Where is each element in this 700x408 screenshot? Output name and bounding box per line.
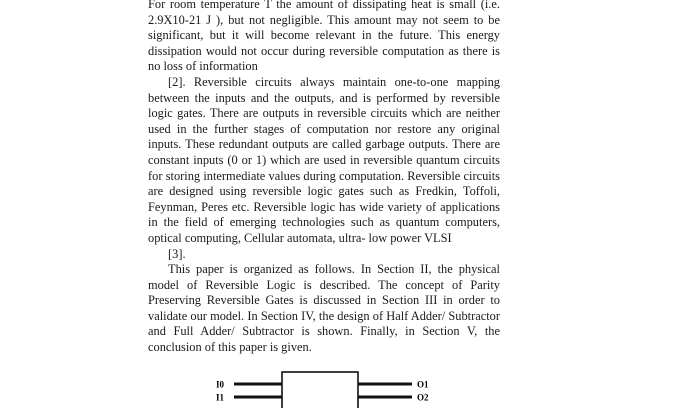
reversible-gate-figure [200, 368, 460, 408]
input-label-1: I1 [216, 392, 225, 403]
reversible-gate-diagram [200, 368, 460, 408]
output-label-1: O2 [417, 392, 429, 403]
paragraph-paper-organization: This paper is organized as follows. In Section II, the physical model of Reversible Logic is described. The concept of Parity Preserving Reversible Gates is discussed in Section III in order to validate our model. In Section IV, the design of Half Adder/ Subtractor and Full Adder/ Subtractor is shown. Finally, in Section V, the conclusion of this paper is given. [148, 262, 500, 355]
body-text-column [148, 0, 500, 356]
paragraph-reference-3: [3]. [168, 246, 186, 261]
gate-block [282, 372, 358, 408]
output-label-0: O1 [417, 379, 429, 390]
paragraph-heat-dissipation: For room temperature T the amount of dissipating heat is small (i.e. 2.9X10-21 J ), but not negligible. This amount may not seem to be significant, but it will become relevant in the future. This energy dissipation would not occur during reversible computation as there is no loss of information [148, 0, 500, 74]
paragraph-reversible-circuits: [2]. Reversible circuits always maintain one-to-one mapping between the inputs and the outputs, and is performed by reversible logic gates. There are outputs in reversible circuits which are neither used in the further stages of computation nor restore any original inputs. These redundant outputs are called garbage outputs. There are constant inputs (0 or 1) which are used in reversible quantum circuits for storing intermediate values during computation. Reversible circuits are designed using reversible logic gates such as Fredkin, Toffoli, Feynman, Peres etc. Reversible logic has wide variety of applications in the field of emerging technologies such as quantum computers, optical computing, Cellular automata, ultra- low power VLSI [148, 74, 500, 245]
input-label-0: I0 [216, 379, 225, 390]
